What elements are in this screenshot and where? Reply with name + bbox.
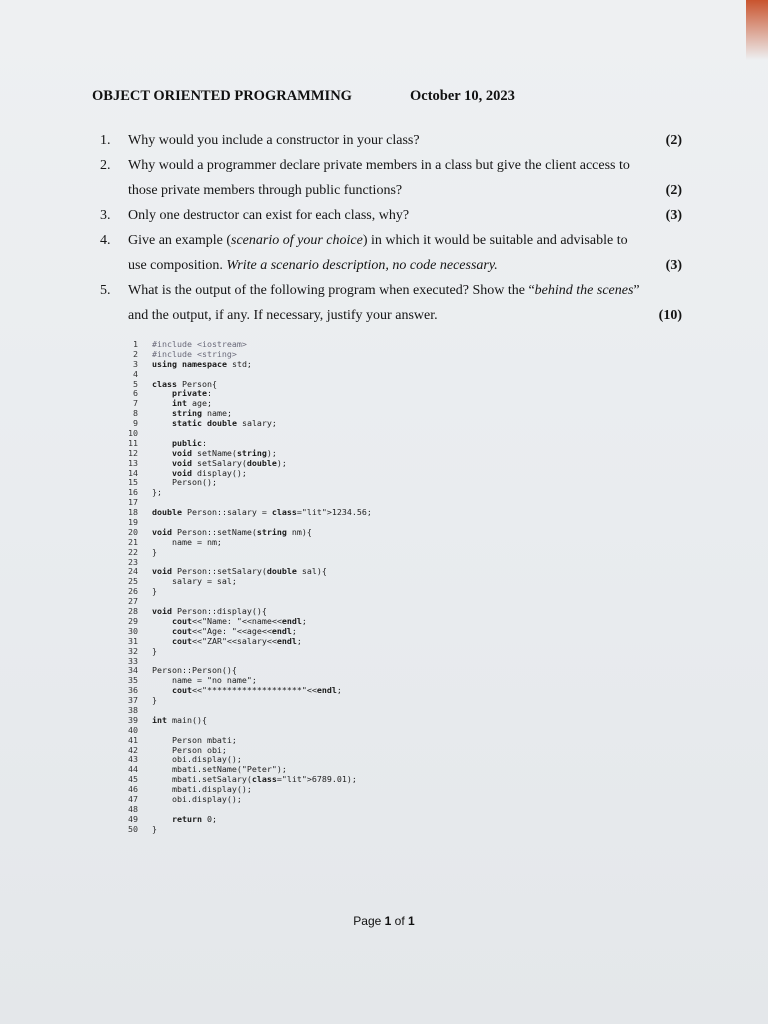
line-number: 17 [128, 497, 138, 508]
code-text: mbati.setSalary(class="lit">6789.01); [152, 774, 357, 785]
code-line [110, 538, 570, 548]
question-text: Give an example ( [128, 233, 232, 248]
line-number: 3 [133, 358, 138, 369]
line-number: 42 [128, 744, 138, 755]
code-line [110, 577, 570, 587]
code-line [110, 686, 570, 696]
line-number: 1 [133, 339, 138, 349]
line-number: 20 [128, 526, 138, 537]
line-number: 45 [128, 774, 138, 785]
code-text: mbati.display(); [152, 784, 252, 795]
line-number: 39 [128, 714, 138, 725]
code-text: string name; [171, 408, 232, 419]
line-number: 34 [128, 665, 138, 676]
question-5 [100, 278, 700, 328]
question-text-italic: behind the scenes [534, 283, 634, 298]
code-text: cout<<"Age: "<<age<<endl; [171, 625, 297, 636]
code-listing [110, 340, 570, 835]
code-text: Person mbati; [152, 734, 237, 745]
code-text: Person::Person(){ [152, 665, 237, 676]
code-text: void setName(string); [171, 447, 277, 458]
line-number: 41 [128, 734, 138, 745]
question-text-italic: Write a scenario description, no code necessary. [226, 258, 498, 273]
line-number: 26 [128, 586, 138, 597]
line-number: 37 [128, 695, 138, 706]
line-number: 33 [128, 655, 138, 666]
code-text: private: [171, 388, 212, 399]
line-number: 38 [128, 704, 138, 715]
code-text: void Person::display(){ [152, 606, 267, 617]
code-text: cout<<"ZAR"<<salary<<endl; [171, 635, 302, 646]
page-total: 1 [408, 914, 415, 928]
line-number: 9 [133, 418, 138, 429]
code-line [110, 795, 570, 805]
code-line [110, 825, 570, 835]
line-number: 15 [128, 477, 138, 488]
page-middle: of [391, 914, 409, 928]
line-number: 44 [128, 764, 138, 775]
line-number: 36 [128, 685, 138, 696]
code-line [110, 696, 570, 706]
code-line [110, 637, 570, 647]
question-text: Why would you include a constructor in your class? [128, 133, 420, 148]
line-number: 4 [133, 368, 138, 379]
exam-date: October 10, 2023 [410, 88, 515, 104]
line-number: 25 [128, 576, 138, 587]
line-number: 19 [128, 517, 138, 528]
code-text: cout<<"Name: "<<name<<endl; [171, 615, 307, 626]
code-text: void Person::setName(string nm){ [152, 526, 312, 537]
line-number: 31 [128, 635, 138, 646]
line-number: 5 [133, 378, 138, 389]
question-text-italic: scenario of your choice [231, 233, 363, 248]
line-number: 50 [128, 823, 138, 834]
code-text: double Person::salary = class="lit">1234.56; [152, 507, 372, 518]
line-number: 2 [133, 348, 138, 359]
question-text: ) in which it would be suitable and advisable to use composition. [128, 233, 628, 273]
line-number: 16 [128, 487, 138, 498]
code-text: } [152, 645, 157, 656]
question-number: 5. [100, 283, 111, 298]
code-text: #include <iostream> [152, 339, 247, 349]
question-3 [100, 203, 700, 228]
code-text: int main(){ [152, 714, 207, 725]
line-number: 43 [128, 754, 138, 765]
code-text: cout<<"*******************"<<endl; [171, 685, 342, 696]
code-text: } [152, 586, 157, 597]
code-line [110, 488, 570, 498]
question-number: 3. [100, 208, 111, 223]
page-prefix: Page [353, 914, 385, 928]
code-text: return 0; [171, 813, 217, 824]
code-text: mbati.setName("Peter"); [152, 764, 287, 775]
question-text: Why would a programmer declare private members in a class but give the client access to those private members through public functions? [128, 158, 630, 198]
question-text: ” and the output, if any. If necessary, justify your answer. [128, 283, 640, 323]
line-number: 29 [128, 615, 138, 626]
code-line [110, 419, 570, 429]
code-text: class Person{ [152, 378, 217, 389]
code-text: } [152, 823, 157, 834]
course-title: OBJECT ORIENTED PROGRAMMING [92, 88, 352, 104]
question-number: 1. [100, 133, 111, 148]
line-number: 13 [128, 457, 138, 468]
line-number: 48 [128, 803, 138, 814]
code-line [110, 716, 570, 726]
code-line [110, 360, 570, 370]
line-number: 18 [128, 507, 138, 518]
line-number: 7 [133, 398, 138, 409]
question-text: What is the output of the following program when executed? Show the “ [128, 283, 535, 298]
line-number: 22 [128, 546, 138, 557]
question-number: 4. [100, 233, 111, 248]
line-number: 46 [128, 784, 138, 795]
code-text: salary = sal; [152, 576, 237, 587]
code-text: Person(); [152, 477, 217, 488]
code-text: }; [152, 487, 162, 498]
line-number: 24 [128, 566, 138, 577]
question-marks: (3) [665, 208, 682, 223]
line-number: 32 [128, 645, 138, 656]
code-line [110, 548, 570, 558]
code-text: void setSalary(double); [171, 457, 287, 468]
page-footer [0, 914, 768, 928]
question-marks: (10) [658, 308, 682, 323]
line-number: 8 [133, 408, 138, 419]
code-text: void Person::setSalary(double sal){ [152, 566, 327, 577]
code-line [110, 478, 570, 488]
code-text: } [152, 546, 157, 557]
code-text: obi.display(); [152, 793, 242, 804]
line-number: 30 [128, 625, 138, 636]
question-marks: (2) [665, 133, 682, 148]
question-number: 2. [100, 158, 111, 173]
line-number: 28 [128, 606, 138, 617]
code-text: name = nm; [152, 536, 222, 547]
code-text: obi.display(); [152, 754, 242, 765]
line-number: 12 [128, 447, 138, 458]
code-text: static double salary; [171, 418, 277, 429]
question-2 [100, 153, 700, 203]
question-4 [100, 228, 700, 278]
code-text: void display(); [171, 467, 247, 478]
code-line [110, 508, 570, 518]
question-1 [100, 128, 700, 153]
line-number: 47 [128, 793, 138, 804]
question-list [100, 128, 700, 328]
line-number: 35 [128, 675, 138, 686]
code-text: Person obi; [152, 744, 227, 755]
exam-header [92, 88, 652, 105]
question-marks: (2) [665, 183, 682, 198]
code-text: using namespace std; [152, 358, 252, 369]
line-number: 49 [128, 813, 138, 824]
line-number: 21 [128, 536, 138, 547]
line-number: 6 [133, 388, 138, 399]
line-number: 40 [128, 724, 138, 735]
code-text: int age; [171, 398, 212, 409]
line-number: 14 [128, 467, 138, 478]
code-text: #include <string> [152, 348, 237, 359]
line-number: 11 [128, 437, 138, 448]
page-current: 1 [384, 914, 392, 928]
question-marks: (3) [665, 258, 682, 273]
code-text: } [152, 695, 157, 706]
line-number: 27 [128, 596, 138, 607]
line-number: 23 [128, 556, 138, 567]
code-line [110, 647, 570, 657]
code-text: public: [171, 437, 207, 448]
line-number: 10 [128, 428, 138, 439]
code-text: name = "no name"; [152, 675, 257, 686]
code-line [110, 587, 570, 597]
code-line [110, 815, 570, 825]
question-text: Only one destructor can exist for each class, why? [128, 208, 410, 223]
